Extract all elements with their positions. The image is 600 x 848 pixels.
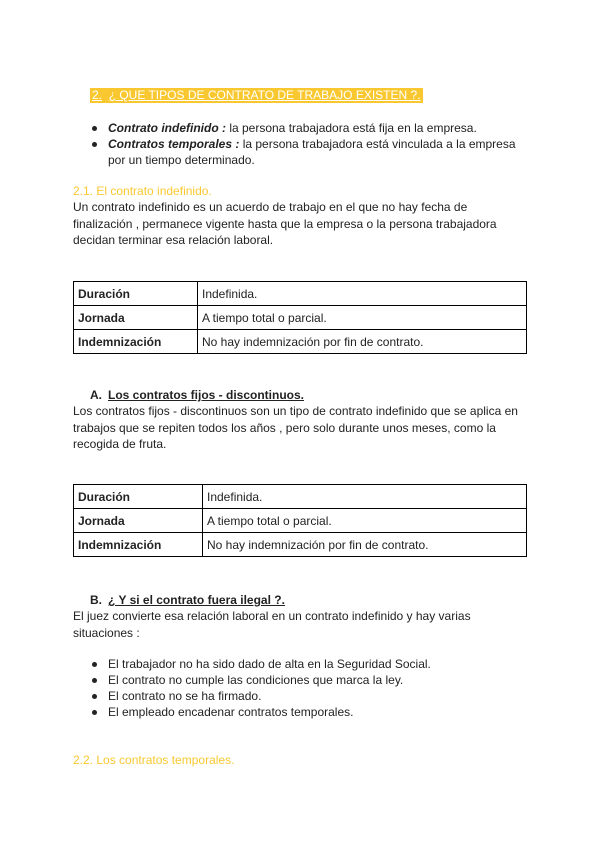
table-value: No hay indemnización por fin de contrato. xyxy=(198,330,527,354)
contract-table xyxy=(73,484,527,557)
table-key: Indemnización xyxy=(74,533,203,557)
list-item xyxy=(90,688,530,704)
intro-bullet-list xyxy=(90,120,530,168)
main-heading-text: ¿ QUE TIPOS DE CONTRATO DE TRABAJO EXISTEN ?. xyxy=(108,88,421,102)
paragraph-line: El juez convierte esa relación laboral en un contrato indefinido y hay varias xyxy=(73,609,471,623)
paragraph-line: Los contratos fijos - discontinuos son un tipo de contrato indefinido que se aplica en xyxy=(73,404,518,418)
subsection-letter: B. xyxy=(90,593,102,607)
table-row xyxy=(74,533,527,557)
table-row xyxy=(74,330,527,354)
paragraph-line: recogida de fruta. xyxy=(73,437,167,452)
bullet-text: El empleado encadenar contratos temporales. xyxy=(108,705,354,719)
table-key: Duración xyxy=(74,282,198,306)
bullet-icon xyxy=(92,694,97,699)
paragraph-line: situaciones : xyxy=(73,625,140,640)
table-value: A tiempo total o parcial. xyxy=(203,509,527,533)
bullet-text: El contrato no cumple las condiciones que marca la ley. xyxy=(108,673,404,687)
bullet-term: Contrato indefinido : xyxy=(108,121,226,135)
table-row xyxy=(74,282,527,306)
subsection-heading xyxy=(90,592,285,608)
bullet-icon xyxy=(92,142,97,147)
section-paragraph xyxy=(73,199,533,249)
bullet-icon xyxy=(92,662,97,667)
list-item xyxy=(90,656,530,672)
table-key: Indemnización xyxy=(74,330,198,354)
table-value: Indefinida. xyxy=(203,485,527,509)
bullet-icon xyxy=(92,678,97,683)
subsection-heading xyxy=(90,387,304,403)
list-item xyxy=(90,672,530,688)
contract-table xyxy=(73,281,527,354)
section-heading: 2.2. Los contratos temporales. xyxy=(73,753,235,767)
table-row xyxy=(74,485,527,509)
table-row xyxy=(74,509,527,533)
table-value: No hay indemnización por fin de contrato. xyxy=(203,533,527,557)
situations-bullet-list xyxy=(90,656,530,720)
section-heading: 2.1. El contrato indefinido. xyxy=(73,184,212,198)
subsection-title: Los contratos fijos - discontinuos. xyxy=(108,388,305,402)
bullet-text: la persona trabajadora está fija en la empresa. xyxy=(225,121,477,135)
bullet-text: El contrato no se ha firmado. xyxy=(108,689,262,703)
bullet-text-continued: por un tiempo determinado. xyxy=(108,153,255,167)
paragraph-line: trabajos que se repiten todos los años , pero solo durante unos meses, como la xyxy=(73,420,496,435)
table-key: Duración xyxy=(74,485,203,509)
subsection-paragraph xyxy=(73,403,533,453)
list-item xyxy=(90,120,530,136)
list-item xyxy=(90,136,530,168)
table-key: Jornada xyxy=(74,509,203,533)
table-value: A tiempo total o parcial. xyxy=(198,306,527,330)
subsection-paragraph xyxy=(73,608,533,641)
paragraph-line: decidan terminar esa relación laboral. xyxy=(73,233,274,248)
main-heading-number: 2. xyxy=(92,88,103,102)
table-value: Indefinida. xyxy=(198,282,527,306)
list-item xyxy=(90,704,530,720)
paragraph-line: Un contrato indefinido es un acuerdo de trabajo en el que no hay fecha de xyxy=(73,200,468,214)
table-row xyxy=(74,306,527,330)
bullet-term: Contratos temporales : xyxy=(108,137,240,151)
subsection-letter: A. xyxy=(90,388,102,402)
bullet-text: El trabajador no ha sido dado de alta en la Seguridad Social. xyxy=(108,657,431,671)
bullet-text: la persona trabajadora está vinculada a la empresa xyxy=(239,137,516,151)
paragraph-line: finalización , permanece vigente hasta que la empresa o la persona trabajadora xyxy=(73,216,497,231)
bullet-icon xyxy=(92,126,97,131)
subsection-title: ¿ Y si el contrato fuera ilegal ?. xyxy=(108,593,285,607)
bullet-icon xyxy=(92,710,97,715)
main-heading xyxy=(90,88,423,103)
table-key: Jornada xyxy=(74,306,198,330)
